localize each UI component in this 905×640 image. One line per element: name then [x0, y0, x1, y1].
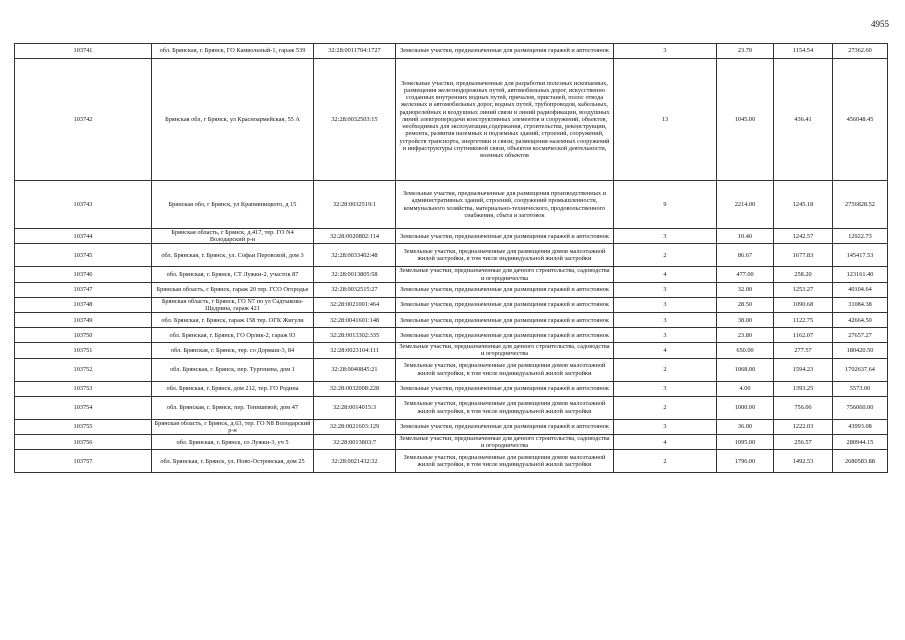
row-number: 103756 [15, 435, 152, 450]
table-row [15, 450, 888, 473]
area-cell: 1000.00 [717, 396, 774, 419]
specific-value-cell: 1162.07 [774, 328, 833, 343]
row-number: 103749 [15, 313, 152, 328]
area-cell: 1045.00 [717, 59, 774, 181]
use-code-cell: 3 [614, 419, 717, 434]
specific-value-cell: 1090.68 [774, 297, 833, 312]
table-row [15, 181, 888, 229]
address-cell: обл. Брянская, г. Брянск, гараж 158 тер. ОГК Жигули [152, 313, 314, 328]
table-body [15, 44, 888, 473]
use-code-cell: 4 [614, 267, 717, 282]
address-cell: обл. Брянская, г. Брянск, пер. Тургенева, дом 1 [152, 358, 314, 381]
row-number: 103754 [15, 396, 152, 419]
cadastral-number-cell: 32:28:0032008:228 [314, 381, 396, 396]
use-code-cell: 3 [614, 313, 717, 328]
land-use-cell: Земельные участки, предназначенные для размещения домов малоэтажной жилой застройки, в том числе индивидуальной жилой застройки [396, 450, 614, 473]
address-cell: Брянская область, г Брянск, гараж 20 тер. ГСО Огородье [152, 282, 314, 297]
area-cell: 23.80 [717, 328, 774, 343]
cadastral-value-cell: 43993.08 [833, 419, 888, 434]
cadastral-value-cell: 756060.00 [833, 396, 888, 419]
cadastral-value-cell: 180420.50 [833, 343, 888, 358]
cadastral-value-cell: 42664.50 [833, 313, 888, 328]
address-cell: обл. Брянская, г. Брянск, ГО Камвольный-1, гараж 539 [152, 44, 314, 59]
row-number: 103750 [15, 328, 152, 343]
address-cell: обл. Брянская, г. Брянск, со Лужки-3, уч 5 [152, 435, 314, 450]
row-number: 103747 [15, 282, 152, 297]
cadastral-value-cell: 2756828.52 [833, 181, 888, 229]
area-cell: 2214.00 [717, 181, 774, 229]
area-cell: 86.67 [717, 244, 774, 267]
table-row [15, 297, 888, 312]
address-cell: Брянская область, г Брянск, ГО N7 по ул Садтыкова-Щедрина, гараж 421 [152, 297, 314, 312]
table-row [15, 419, 888, 434]
address-cell: обл. Брянская, г. Брянск, дом 212, тер. ГО Родина [152, 381, 314, 396]
specific-value-cell: 258.20 [774, 267, 833, 282]
cadastral-value-cell: 40104.64 [833, 282, 888, 297]
land-use-cell: Земельные участки, предназначенные для размещения гаражей и автостоянок [396, 313, 614, 328]
specific-value-cell: 1253.27 [774, 282, 833, 297]
use-code-cell: 3 [614, 229, 717, 244]
cadastral-number-cell: 32:28:0021603:129 [314, 419, 396, 434]
area-cell: 38.00 [717, 313, 774, 328]
land-use-cell: Земельные участки, предназначенные для дачного строительства, садоводства и огородничества [396, 435, 614, 450]
cadastral-number-cell: 32:28:0032515:27 [314, 282, 396, 297]
specific-value-cell: 256.57 [774, 435, 833, 450]
table-row [15, 244, 888, 267]
specific-value-cell: 1677.83 [774, 244, 833, 267]
area-cell: 4.00 [717, 381, 774, 396]
specific-value-cell: 277.57 [774, 343, 833, 358]
specific-value-cell: 1122.75 [774, 313, 833, 328]
cadastral-number-cell: 32:28:0020802:114 [314, 229, 396, 244]
cadastral-value-cell: 1702637.64 [833, 358, 888, 381]
land-use-cell: Земельные участки, предназначенные для дачного строительства, садоводства и огородничества [396, 267, 614, 282]
use-code-cell: 3 [614, 328, 717, 343]
area-cell: 36.00 [717, 419, 774, 434]
area-cell: 1068.00 [717, 358, 774, 381]
address-cell: Брянская обл, г Брянск, ул Крапивницкого, д 15 [152, 181, 314, 229]
land-use-cell: Земельные участки, предназначенные для размещения гаражей и автостоянок [396, 229, 614, 244]
specific-value-cell: 436.41 [774, 59, 833, 181]
land-use-cell: Земельные участки, предназначенные для размещения домов малоэтажной жилой застройки, в том числе индивидуальной жилой застройки [396, 358, 614, 381]
specific-value-cell: 1594.23 [774, 358, 833, 381]
cadastral-value-cell: 280944.15 [833, 435, 888, 450]
address-cell: обл. Брянская, г. Брянск, СТ Лужки-2, участок 87 [152, 267, 314, 282]
row-number: 103753 [15, 381, 152, 396]
cadastral-value-cell: 12922.73 [833, 229, 888, 244]
use-code-cell: 2 [614, 358, 717, 381]
use-code-cell: 3 [614, 381, 717, 396]
cadastral-value-cell: 27362.60 [833, 44, 888, 59]
row-number: 103757 [15, 450, 152, 473]
table-row [15, 396, 888, 419]
address-cell: обл. Брянская, г. Брянск, ул. Ново-Островская, дом 25 [152, 450, 314, 473]
cadastral-value-cell: 456048.45 [833, 59, 888, 181]
use-code-cell: 2 [614, 450, 717, 473]
cadastral-value-cell: 5573.00 [833, 381, 888, 396]
table-row [15, 343, 888, 358]
area-cell: 650.00 [717, 343, 774, 358]
cadastral-value-cell: 145417.53 [833, 244, 888, 267]
cadastral-number-cell: 32:28:0021001:464 [314, 297, 396, 312]
row-number: 103746 [15, 267, 152, 282]
table-row [15, 267, 888, 282]
cadastral-number-cell: 32:28:0033402:48 [314, 244, 396, 267]
specific-value-cell: 756.06 [774, 396, 833, 419]
table-row [15, 328, 888, 343]
cadastral-number-cell: 32:28:0032519:1 [314, 181, 396, 229]
address-cell: обл. Брянская, г. Брянск, тер. со Дормаш-3, 84 [152, 343, 314, 358]
row-number: 103743 [15, 181, 152, 229]
land-use-cell: Земельные участки, предназначенные для размещения домов малоэтажной жилой застройки, в том числе индивидуальной жилой застройки [396, 244, 614, 267]
row-number: 103755 [15, 419, 152, 434]
area-cell: 28.50 [717, 297, 774, 312]
area-cell: 477.00 [717, 267, 774, 282]
cadastral-value-cell: 27657.27 [833, 328, 888, 343]
use-code-cell: 3 [614, 44, 717, 59]
table-row [15, 358, 888, 381]
cadastral-value-cell: 123161.40 [833, 267, 888, 282]
area-cell: 23.70 [717, 44, 774, 59]
cadastral-number-cell: 32:28:0021432:32 [314, 450, 396, 473]
specific-value-cell: 1242.57 [774, 229, 833, 244]
table-row [15, 435, 888, 450]
specific-value-cell: 1393.25 [774, 381, 833, 396]
page-number: 4955 [871, 19, 889, 29]
row-number: 103745 [15, 244, 152, 267]
row-number: 103752 [15, 358, 152, 381]
use-code-cell: 2 [614, 396, 717, 419]
cadastral-number-cell: 32:28:0013302:335 [314, 328, 396, 343]
address-cell: обл. Брянская, г. Брянск, ГО Орлик-2, гараж 93 [152, 328, 314, 343]
cadastral-number-cell: 32:28:0040845:21 [314, 358, 396, 381]
use-code-cell: 3 [614, 282, 717, 297]
land-use-cell: Земельные участки, предназначенные для размещения гаражей и автостоянок [396, 44, 614, 59]
cadastral-number-cell: 32:28:0011704:1727 [314, 44, 396, 59]
cadastral-number-cell: 32:28:0032503:15 [314, 59, 396, 181]
cadastral-number-cell: 32:28:0013805:58 [314, 267, 396, 282]
table-row [15, 229, 888, 244]
address-cell: обл. Брянская, г. Брянск, пер. Тенишевой, дом 47 [152, 396, 314, 419]
row-number: 103744 [15, 229, 152, 244]
use-code-cell: 13 [614, 59, 717, 181]
area-cell: 32.00 [717, 282, 774, 297]
cadastral-number-cell: 32:28:0013803:7 [314, 435, 396, 450]
land-use-cell: Земельные участки, предназначенные для размещения гаражей и автостоянок [396, 282, 614, 297]
area-cell: 10.40 [717, 229, 774, 244]
row-number: 103742 [15, 59, 152, 181]
use-code-cell: 9 [614, 181, 717, 229]
land-use-cell: Земельные участки, предназначенные для дачного строительства, садоводства и огородничества [396, 343, 614, 358]
specific-value-cell: 1492.53 [774, 450, 833, 473]
land-use-cell: Земельные участки, предназначенные для размещения гаражей и автостоянок [396, 297, 614, 312]
cadastral-number-cell: 32:28:0023104:111 [314, 343, 396, 358]
area-cell: 1095.00 [717, 435, 774, 450]
specific-value-cell: 1154.54 [774, 44, 833, 59]
row-number: 103741 [15, 44, 152, 59]
address-cell: Брянская область, г Брянск, д.417, тер. ГО N4 Володарский р-н [152, 229, 314, 244]
table-row [15, 313, 888, 328]
cadastral-table [14, 43, 888, 473]
specific-value-cell: 1245.18 [774, 181, 833, 229]
land-use-cell: Земельные участки, предназначенные для размещения гаражей и автостоянок [396, 419, 614, 434]
use-code-cell: 3 [614, 297, 717, 312]
use-code-cell: 2 [614, 244, 717, 267]
row-number: 103751 [15, 343, 152, 358]
land-use-cell: Земельные участки, предназначенные для разработки полезных ископаемых, размещения железнодорожных путей, автомобильных дорог, искусственно созданных внутренних водных путей, причалов, пристаней, полос отвода железных и автомобильных дорог, водных путей, трубопроводов, кабельных, радиорелейных и воздушных линий связи и линий радиофикации, воздушных линий электропередачи конструктивных элементов и сооружений, объектов, необходимых для эксплуатации,содержания, строительства, реконструкции, ремонта, развития наземных и подземных зданий, строений, сооружений, устройств транспорта, энергетики и связи; размещения наземных сооружений и инфраструктуры спутниковой связи, объектов космической деятельности, военных объектов [396, 59, 614, 181]
land-use-cell: Земельные участки, предназначенные для размещения производственных и административных зданий, строений, сооружений промышленности, коммунального хозяйства, материально-технического, продовольственного снабжения, сбыта и заготовок [396, 181, 614, 229]
land-use-cell: Земельные участки, предназначенные для размещения гаражей и автостоянок [396, 381, 614, 396]
area-cell: 1796.00 [717, 450, 774, 473]
land-use-cell: Земельные участки, предназначенные для размещения домов малоэтажной жилой застройки, в том числе индивидуальной жилой застройки [396, 396, 614, 419]
table-row [15, 44, 888, 59]
land-use-cell: Земельные участки, предназначенные для размещения гаражей и автостоянок [396, 328, 614, 343]
cadastral-value-cell: 31084.38 [833, 297, 888, 312]
table-row [15, 381, 888, 396]
row-number: 103748 [15, 297, 152, 312]
table-row [15, 282, 888, 297]
cadastral-number-cell: 32:28:0014015:3 [314, 396, 396, 419]
table-row [15, 59, 888, 181]
cadastral-value-cell: 2680583.88 [833, 450, 888, 473]
cadastral-number-cell: 32:28:0041601:148 [314, 313, 396, 328]
use-code-cell: 4 [614, 435, 717, 450]
address-cell: Брянская область, г Брянск, д.63, тер. ГО N8 Володарский р-н [152, 419, 314, 434]
address-cell: Брянская обл, г Брянск, ул Красноармейская, 55 А [152, 59, 314, 181]
specific-value-cell: 1222.03 [774, 419, 833, 434]
address-cell: обл. Брянская, г. Брянск, ул. Софьи Перовской, дом 3 [152, 244, 314, 267]
use-code-cell: 4 [614, 343, 717, 358]
